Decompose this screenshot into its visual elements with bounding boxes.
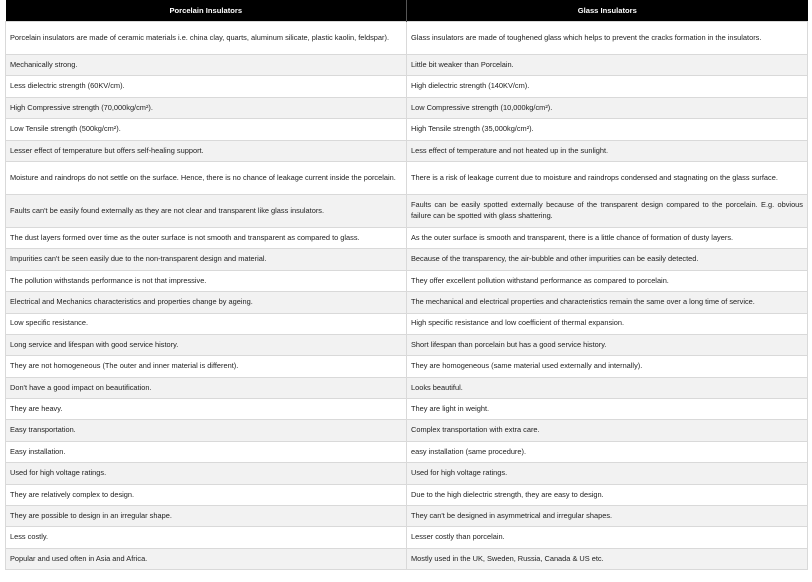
table-row — [6, 313, 808, 334]
porcelain-cell: They are heavy. — [6, 399, 407, 420]
table-row — [6, 356, 808, 377]
table-row — [6, 292, 808, 313]
porcelain-cell: Porcelain insulators are made of ceramic materials i.e. china clay, quarts, aluminum silicate, plastic kaolin, feldspar). — [6, 22, 407, 55]
table-row — [6, 548, 808, 569]
header-porcelain: Porcelain Insulators — [6, 0, 407, 22]
porcelain-cell: Long service and lifespan with good service history. — [6, 334, 407, 355]
table-row — [6, 22, 808, 55]
table-row — [6, 463, 808, 484]
table-row — [6, 227, 808, 248]
table-row — [6, 270, 808, 291]
table-row — [6, 399, 808, 420]
glass-cell: They are homogeneous (same material used externally and internally). — [407, 356, 808, 377]
porcelain-cell: High Compressive strength (70,000kg/cm²). — [6, 97, 407, 118]
porcelain-cell: Used for high voltage ratings. — [6, 463, 407, 484]
porcelain-cell: They are possible to design in an irregular shape. — [6, 506, 407, 527]
glass-cell: Glass insulators are made of toughened glass which helps to prevent the cracks formation in the insulators. — [407, 22, 808, 55]
table-row — [6, 420, 808, 441]
table-row — [6, 484, 808, 505]
glass-cell: High dielectric strength (140KV/cm). — [407, 76, 808, 97]
porcelain-cell: Don't have a good impact on beautification. — [6, 377, 407, 398]
porcelain-cell: Moisture and raindrops do not settle on the surface. Hence, there is no chance of leakage current inside the porcelain. — [6, 161, 407, 194]
glass-cell: Used for high voltage ratings. — [407, 463, 808, 484]
porcelain-cell: They are relatively complex to design. — [6, 484, 407, 505]
glass-cell: There is a risk of leakage current due to moisture and raindrops condensed and stagnating on the glass surface. — [407, 161, 808, 194]
table-header-row — [6, 0, 808, 22]
table-row — [6, 97, 808, 118]
glass-cell: Faults can be easily spotted externally because of the transparent design compared to the porcelain. E.g. obvious failure can be spotted with glass shattering. — [407, 194, 808, 227]
table-row — [6, 55, 808, 76]
glass-cell: Due to the high dielectric strength, they are easy to design. — [407, 484, 808, 505]
glass-cell: Less effect of temperature and not heated up in the sunlight. — [407, 140, 808, 161]
porcelain-cell: Mechanically strong. — [6, 55, 407, 76]
glass-cell: They offer excellent pollution withstand performance as compared to porcelain. — [407, 270, 808, 291]
glass-cell: They are light in weight. — [407, 399, 808, 420]
porcelain-cell: Lesser effect of temperature but offers self-healing support. — [6, 140, 407, 161]
porcelain-cell: Less dielectric strength (60KV/cm). — [6, 76, 407, 97]
glass-cell: High Tensile strength (35,000kg/cm²). — [407, 119, 808, 140]
porcelain-cell: Impurities can't be seen easily due to the non-transparent design and material. — [6, 249, 407, 270]
glass-cell: High specific resistance and low coefficient of thermal expansion. — [407, 313, 808, 334]
glass-cell: Looks beautiful. — [407, 377, 808, 398]
porcelain-cell: Faults can't be easily found externally as they are not clear and transparent like glass insulators. — [6, 194, 407, 227]
glass-cell: Low Compressive strength (10,000kg/cm²). — [407, 97, 808, 118]
glass-cell: easy installation (same procedure). — [407, 441, 808, 462]
table-row — [6, 119, 808, 140]
glass-cell: Complex transportation with extra care. — [407, 420, 808, 441]
porcelain-cell: They are not homogeneous (The outer and inner material is different). — [6, 356, 407, 377]
table-row — [6, 76, 808, 97]
glass-cell: Little bit weaker than Porcelain. — [407, 55, 808, 76]
comparison-table — [5, 0, 808, 570]
header-glass: Glass Insulators — [407, 0, 808, 22]
porcelain-cell: Easy installation. — [6, 441, 407, 462]
porcelain-cell: The pollution withstands performance is not that impressive. — [6, 270, 407, 291]
table-row — [6, 161, 808, 194]
table-row — [6, 334, 808, 355]
porcelain-cell: Less costly. — [6, 527, 407, 548]
table-row — [6, 140, 808, 161]
table-row — [6, 527, 808, 548]
glass-cell: The mechanical and electrical properties and characteristics remain the same over a long time of service. — [407, 292, 808, 313]
porcelain-cell: The dust layers formed over time as the outer surface is not smooth and transparent as compared to glass. — [6, 227, 407, 248]
glass-cell: Lesser costly than porcelain. — [407, 527, 808, 548]
glass-cell: Because of the transparency, the air-bubble and other impurities can be easily detected. — [407, 249, 808, 270]
glass-cell: Short lifespan than porcelain but has a good service history. — [407, 334, 808, 355]
glass-cell: Mostly used in the UK, Sweden, Russia, Canada & US etc. — [407, 548, 808, 569]
porcelain-cell: Low Tensile strength (500kg/cm²). — [6, 119, 407, 140]
table-row — [6, 249, 808, 270]
porcelain-cell: Electrical and Mechanics characteristics and properties change by ageing. — [6, 292, 407, 313]
glass-cell: As the outer surface is smooth and transparent, there is a little chance of formation of dusty layers. — [407, 227, 808, 248]
table-row — [6, 377, 808, 398]
glass-cell: They can't be designed in asymmetrical and irregular shapes. — [407, 506, 808, 527]
porcelain-cell: Popular and used often in Asia and Africa. — [6, 548, 407, 569]
table-row — [6, 194, 808, 227]
porcelain-cell: Easy transportation. — [6, 420, 407, 441]
table-row — [6, 441, 808, 462]
table-row — [6, 506, 808, 527]
porcelain-cell: Low specific resistance. — [6, 313, 407, 334]
